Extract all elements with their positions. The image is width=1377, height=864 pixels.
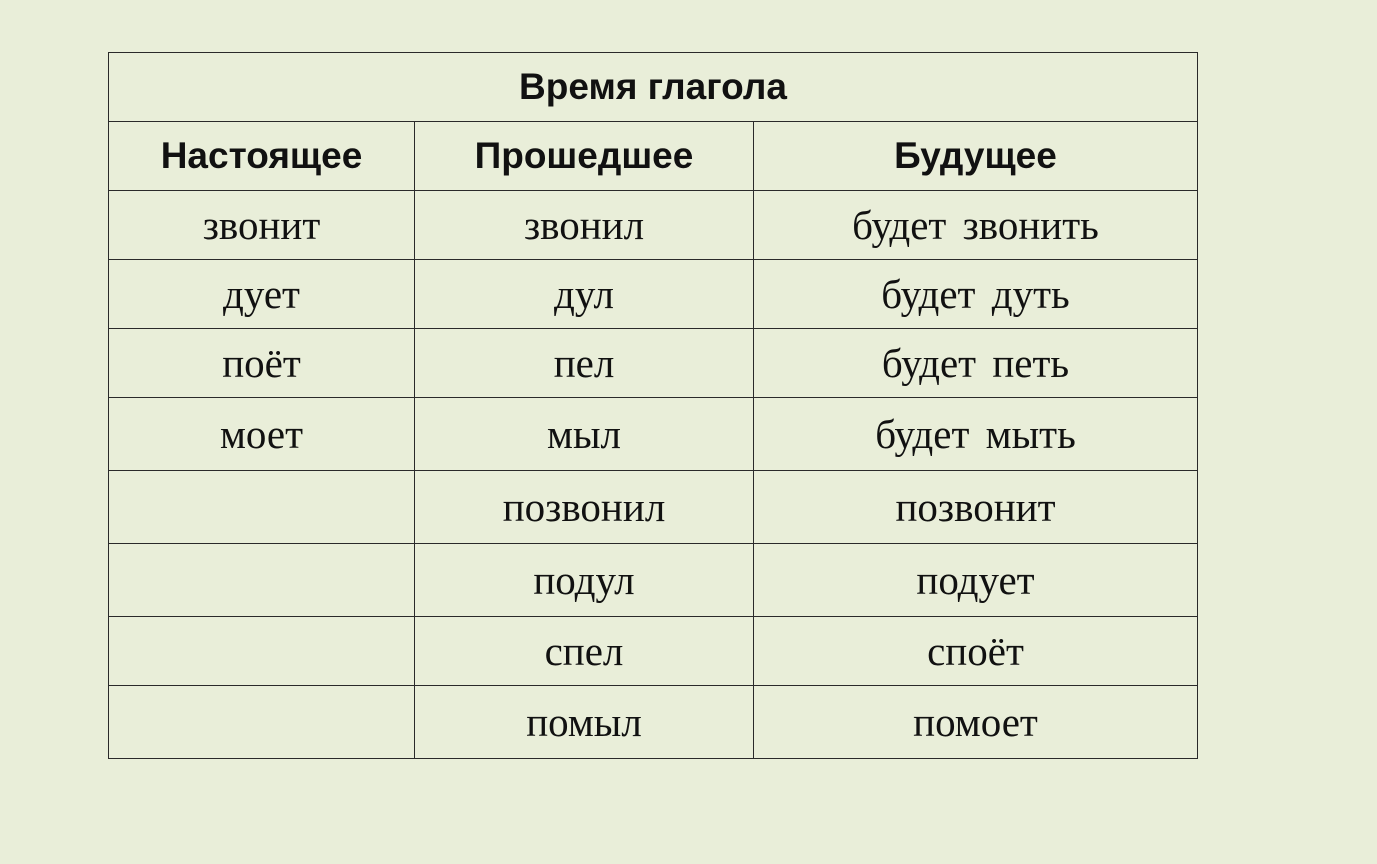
table-header-row (109, 122, 1198, 191)
cell-future: позвонит (754, 471, 1198, 544)
cell-present: поёт (109, 329, 415, 398)
cell-present (109, 686, 415, 759)
cell-present (109, 617, 415, 686)
verb-tense-table (108, 52, 1198, 759)
cell-present: дует (109, 260, 415, 329)
table-row (109, 329, 1198, 398)
table-row (109, 686, 1198, 759)
cell-past: пел (415, 329, 754, 398)
cell-present (109, 544, 415, 617)
table-row (109, 471, 1198, 544)
cell-future: будет петь (754, 329, 1198, 398)
cell-past: мыл (415, 398, 754, 471)
header-past: Прошедшее (415, 122, 754, 191)
cell-past: помыл (415, 686, 754, 759)
cell-future: споёт (754, 617, 1198, 686)
table-row (109, 398, 1198, 471)
header-future: Будущее (754, 122, 1198, 191)
table-row (109, 191, 1198, 260)
cell-future: подует (754, 544, 1198, 617)
cell-future: будет звонить (754, 191, 1198, 260)
cell-past: подул (415, 544, 754, 617)
cell-future: будет мыть (754, 398, 1198, 471)
cell-past: звонил (415, 191, 754, 260)
cell-present: звонит (109, 191, 415, 260)
table-row (109, 544, 1198, 617)
header-present: Настоящее (109, 122, 415, 191)
cell-future: помоет (754, 686, 1198, 759)
cell-past: позвонил (415, 471, 754, 544)
cell-present: моет (109, 398, 415, 471)
cell-past: дул (415, 260, 754, 329)
cell-past: спел (415, 617, 754, 686)
table-row (109, 260, 1198, 329)
cell-present (109, 471, 415, 544)
table-row (109, 617, 1198, 686)
table-title: Время глагола (109, 53, 1198, 122)
table-title-row (109, 53, 1198, 122)
cell-future: будет дуть (754, 260, 1198, 329)
